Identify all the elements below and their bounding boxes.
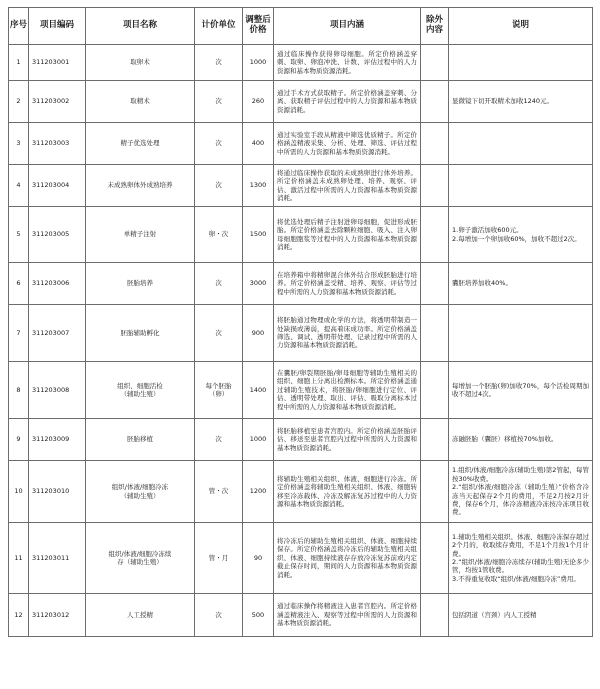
cell-note: 1.辅助生殖相关组织、体液、细胞冷冻保存超过2个月的，收取续存费用，不足1个月按1个月计费。 2.“组织/体液/细胞冷冻续存(辅助生殖)无论多少管，均按1管收费。 3.不得重复收取“组织/体液/细胞冷冻”费用。 xyxy=(449,523,593,594)
cell-unit: 次 xyxy=(195,123,243,165)
cell-note: 显微镜下切开取精术加收1240元。 xyxy=(449,81,593,123)
cell-code: 311203008 xyxy=(29,362,86,419)
cell-name: 组织/体液/细胞冷冻续 存（辅助生殖） xyxy=(86,523,195,594)
cell-no: 1 xyxy=(9,45,29,81)
price-table xyxy=(8,7,593,637)
cell-price: 1000 xyxy=(243,45,274,81)
cell-name: 胚胎移植 xyxy=(86,419,195,461)
cell-name: 取精术 xyxy=(86,81,195,123)
header-desc: 项目内涵 xyxy=(274,8,421,45)
cell-unit: 卵・次 xyxy=(195,207,243,263)
cell-desc: 将通过临床操作获取的未成熟卵进行体外培养。所定价格涵盖未成熟卵处理、培养、观察、评估、激活过程中所需的人力资源和基本物质资源消耗。 xyxy=(274,165,421,207)
cell-excl xyxy=(421,305,449,362)
cell-unit: 次 xyxy=(195,263,243,305)
header-unit: 计价单位 xyxy=(195,8,243,45)
table-row xyxy=(9,45,593,81)
cell-unit: 次 xyxy=(195,305,243,362)
cell-name: 精子优选处理 xyxy=(86,123,195,165)
cell-desc: 通过手术方式获取精子。所定价格涵盖穿刺、分离、获取精子评估过程中的人力资源和基本物质资源消耗。 xyxy=(274,81,421,123)
table-row xyxy=(9,305,593,362)
table-row xyxy=(9,263,593,305)
cell-code: 311203011 xyxy=(29,523,86,594)
cell-excl xyxy=(421,123,449,165)
table-row xyxy=(9,461,593,523)
table-row xyxy=(9,81,593,123)
price-table-sheet xyxy=(8,7,592,637)
cell-desc: 将冷冻后的辅助生殖相关组织、体液、细胞持续保存。所定价格涵盖将冷冻后的辅助生殖相关组织、体液、细胞持续液存存放冷冻复苏前或内定截止保存时间，期间的人力资源和基本物质资源消耗。 xyxy=(274,523,421,594)
cell-price: 3000 xyxy=(243,263,274,305)
table-row xyxy=(9,523,593,594)
cell-code: 311203003 xyxy=(29,123,86,165)
cell-desc: 在囊胚/卵裂期胚胎/卵母细胞等辅助生殖相关的组织、细胞上分离出检测标本。所定价格涵盖通过辅助生殖技术，将胚胎/卵细胞进行定位、评估、透明带处理、取出、评估、吸取分离标本过程中所需的人力资源和基本物质资源消耗。 xyxy=(274,362,421,419)
cell-unit: 次 xyxy=(195,419,243,461)
cell-excl xyxy=(421,362,449,419)
cell-code: 311203001 xyxy=(29,45,86,81)
cell-excl xyxy=(421,207,449,263)
cell-unit: 次 xyxy=(195,81,243,123)
header-price: 调整后 价格 xyxy=(243,8,274,45)
header-excl: 除外 内容 xyxy=(421,8,449,45)
cell-price: 90 xyxy=(243,523,274,594)
cell-excl xyxy=(421,523,449,594)
cell-name: 人工授精 xyxy=(86,594,195,637)
cell-price: 400 xyxy=(243,123,274,165)
cell-name: 胚胎培养 xyxy=(86,263,195,305)
cell-note xyxy=(449,123,593,165)
cell-unit: 次 xyxy=(195,594,243,637)
header-row xyxy=(9,8,593,45)
cell-price: 1400 xyxy=(243,362,274,419)
cell-no: 11 xyxy=(9,523,29,594)
cell-no: 2 xyxy=(9,81,29,123)
cell-code: 311203006 xyxy=(29,263,86,305)
cell-excl xyxy=(421,419,449,461)
cell-price: 1300 xyxy=(243,165,274,207)
cell-no: 6 xyxy=(9,263,29,305)
cell-price: 1000 xyxy=(243,419,274,461)
cell-note: 1.组织/体液/细胞冷冻(辅助生殖)第2管起，每管按30%收费。 2.“组织/体液/细胞冷冻（辅助生殖）”价格含冷冻当天起保存2个月的费用，不足2月按2月计费，保存6个月，体冷冻精液冷冻按冷冻项目收费。 xyxy=(449,461,593,523)
cell-code: 311203009 xyxy=(29,419,86,461)
cell-desc: 通过实验室手段从精液中筛选优质精子。所定价格涵盖精液采集、分析、处理、筛选、评估过程中所需的人力资源和基本物质资源消耗。 xyxy=(274,123,421,165)
cell-desc: 在培养箱中将精卵混合体外结合形成胚胎进行培养。所定价格涵盖受精、培养、观察、评估等过程中所需的人力资源和基本物质资源消耗。 xyxy=(274,263,421,305)
cell-excl xyxy=(421,263,449,305)
cell-desc: 将胚胎移植至患者宫腔内。所定价格涵盖胚胎评估、移送至患者宫腔内过程中所需的人力资源和基本物质资源消耗。 xyxy=(274,419,421,461)
cell-no: 12 xyxy=(9,594,29,637)
cell-unit: 次 xyxy=(195,165,243,207)
cell-note xyxy=(449,165,593,207)
cell-price: 500 xyxy=(243,594,274,637)
cell-excl xyxy=(421,45,449,81)
cell-desc: 将辅助生殖相关组织、体液、细胞进行冷冻。所定价格涵盖将辅助生殖相关组织、体液、细胞转移至冷冻载体、冷冻及解冻复苏过程中的人力资源和基本物质资源消耗。 xyxy=(274,461,421,523)
cell-excl xyxy=(421,461,449,523)
cell-unit: 次 xyxy=(195,45,243,81)
cell-note: 冻融胚胎（囊胚）移植按70%加收。 xyxy=(449,419,593,461)
cell-price: 1200 xyxy=(243,461,274,523)
cell-code: 311203005 xyxy=(29,207,86,263)
cell-name: 单精子注射 xyxy=(86,207,195,263)
cell-no: 4 xyxy=(9,165,29,207)
cell-no: 10 xyxy=(9,461,29,523)
cell-code: 311203007 xyxy=(29,305,86,362)
header-name: 项目名称 xyxy=(86,8,195,45)
table-row xyxy=(9,207,593,263)
cell-no: 9 xyxy=(9,419,29,461)
cell-code: 311203002 xyxy=(29,81,86,123)
cell-note xyxy=(449,45,593,81)
table-row xyxy=(9,594,593,637)
cell-unit: 管・月 xyxy=(195,523,243,594)
table-row xyxy=(9,165,593,207)
table-row xyxy=(9,362,593,419)
cell-code: 311203004 xyxy=(29,165,86,207)
cell-excl xyxy=(421,594,449,637)
cell-note: 每增加一个胚胎(卵)加收70%，每个活检周期加收不超过4次。 xyxy=(449,362,593,419)
cell-no: 5 xyxy=(9,207,29,263)
cell-no: 7 xyxy=(9,305,29,362)
cell-name: 组织/体液/细胞冷冻 （辅助生殖） xyxy=(86,461,195,523)
cell-code: 311203012 xyxy=(29,594,86,637)
cell-unit: 管・次 xyxy=(195,461,243,523)
cell-note: 1.卵子激活加收600元。 2.每增加一个卵加收60%，加收不超过2次。 xyxy=(449,207,593,263)
cell-code: 311203010 xyxy=(29,461,86,523)
cell-name: 组织、细胞活检 （辅助生殖） xyxy=(86,362,195,419)
cell-price: 900 xyxy=(243,305,274,362)
cell-desc: 将优选处理后精子注射进卵母细胞，促进形成胚胎。所定价格涵盖去除颗粒细胞、吸入、注入卵母细胞胞浆等过程中的人力资源和基本物质资源消耗。 xyxy=(274,207,421,263)
cell-note xyxy=(449,305,593,362)
cell-excl xyxy=(421,165,449,207)
cell-unit: 每个胚胎 （卵） xyxy=(195,362,243,419)
table-row xyxy=(9,419,593,461)
header-code: 项目编码 xyxy=(29,8,86,45)
header-note: 说明 xyxy=(449,8,593,45)
cell-name: 未成熟卵体外成熟培养 xyxy=(86,165,195,207)
cell-excl xyxy=(421,81,449,123)
cell-price: 260 xyxy=(243,81,274,123)
cell-desc: 通过临床操作获得卵母细胞。所定价格涵盖穿刺、取卵、卵泡冲洗、计数、评估过程中的人力资源和基本物质资源消耗。 xyxy=(274,45,421,81)
cell-name: 取卵术 xyxy=(86,45,195,81)
cell-note: 囊胚培养加收40%。 xyxy=(449,263,593,305)
cell-desc: 通过临床操作将精液注入患者宫腔内。所定价格涵盖精液注入、观察等过程中所需的人力资源和基本物质资源消耗。 xyxy=(274,594,421,637)
table-row xyxy=(9,123,593,165)
header-no: 序号 xyxy=(9,8,29,45)
cell-desc: 将胚胎通过物理或化学的方法，将透明带制造一处缺损或薄弱，提高着床成功率。所定价格涵盖筛选、调试、透明带处理、记录过程中所需的人力资源和基本物质资源消耗。 xyxy=(274,305,421,362)
cell-note: 包括阴道（宫颈）内人工授精 xyxy=(449,594,593,637)
cell-no: 3 xyxy=(9,123,29,165)
cell-name: 胚胎辅助孵化 xyxy=(86,305,195,362)
cell-price: 1500 xyxy=(243,207,274,263)
cell-no: 8 xyxy=(9,362,29,419)
